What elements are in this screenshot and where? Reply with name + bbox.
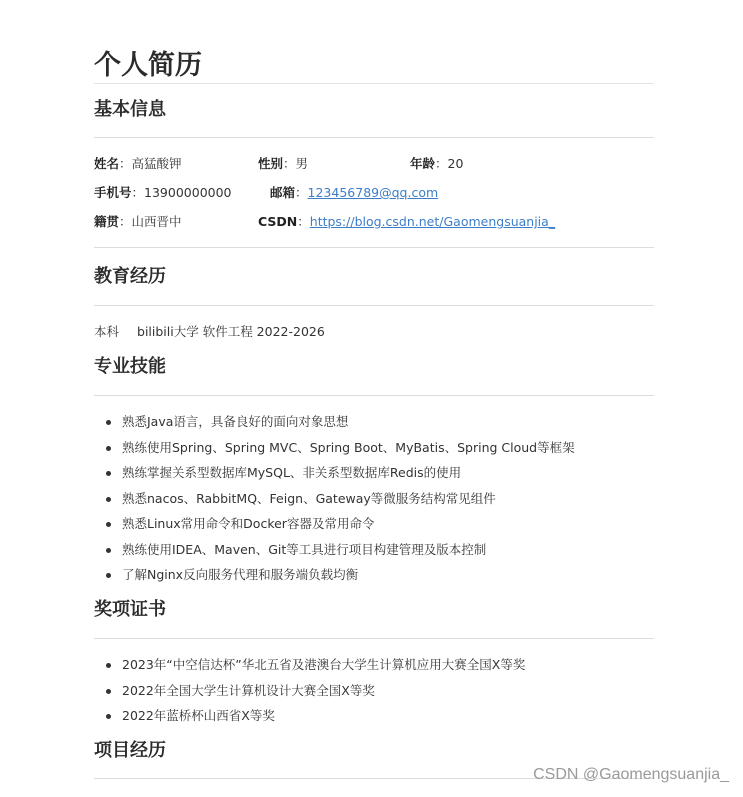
- award-item: 2022年全国大学生计算机设计大赛全国X等奖: [106, 681, 525, 707]
- info-email: 邮箱：123456789@qq.com: [270, 185, 439, 200]
- info-name: 姓名：高猛酸钾: [94, 156, 182, 171]
- info-age: 年龄：20: [410, 156, 464, 171]
- award-item: 2022年蓝桥杯山西省X等奖: [106, 706, 525, 732]
- skill-item: 熟练使用IDEA、Maven、Git等工具进行项目构建管理及版本控制: [106, 540, 575, 566]
- section-heading-projects: 项目经历: [94, 740, 166, 761]
- section-heading-awards: 奖项证书: [94, 599, 166, 620]
- skill-item: 熟悉Java语言，具备良好的面向对象思想: [106, 412, 575, 438]
- bullet-icon: [106, 420, 111, 425]
- education-entry: [94, 322, 325, 342]
- bullet-icon: [106, 446, 111, 451]
- csdn-watermark: CSDN @Gaomengsuanjia_: [533, 766, 729, 783]
- section-divider-education: [94, 305, 654, 306]
- title-divider: [94, 83, 654, 84]
- bullet-icon: [106, 548, 111, 553]
- skill-item: 熟练使用Spring、Spring MVC、Spring Boot、MyBatis、Spring Cloud等框架: [106, 438, 575, 464]
- education-degree: 本科: [94, 324, 120, 339]
- section-divider-skills: [94, 395, 654, 396]
- info-phone: 手机号：13900000000: [94, 185, 232, 200]
- bullet-icon: [106, 573, 111, 578]
- bullet-icon: [106, 471, 111, 476]
- skills-list: [106, 412, 575, 591]
- skill-item: 熟练掌握关系型数据库MySQL、非关系型数据库Redis的使用: [106, 463, 575, 489]
- awards-list: [106, 655, 525, 732]
- section-divider-awards: [94, 638, 654, 639]
- skill-item: 熟悉Linux常用命令和Docker容器及常用命令: [106, 514, 575, 540]
- skill-item: 熟悉nacos、RabbitMQ、Feign、Gateway等微服务结构常见组件: [106, 489, 575, 515]
- bullet-icon: [106, 497, 111, 502]
- education-detail: bilibili大学 软件工程 2022-2026: [137, 324, 325, 339]
- bullet-icon: [106, 714, 111, 719]
- page-title: 个人简历: [94, 50, 202, 81]
- section-divider-basic: [94, 137, 654, 138]
- bullet-icon: [106, 522, 111, 527]
- info-csdn: CSDN：https://blog.csdn.net/Gaomengsuanjia_: [258, 214, 556, 229]
- bullet-icon: [106, 689, 111, 694]
- basic-info-bottom-divider: [94, 247, 654, 248]
- award-item: 2023年“中空信达杯”华北五省及港澳台大学生计算机应用大赛全国X等奖: [106, 655, 525, 681]
- skill-item: 了解Nginx反向服务代理和服务端负载均衡: [106, 565, 575, 591]
- csdn-link[interactable]: https://blog.csdn.net/Gaomengsuanjia_: [309, 214, 556, 229]
- email-link[interactable]: 123456789@qq.com: [307, 185, 439, 200]
- section-heading-basic: 基本信息: [94, 99, 166, 120]
- info-hometown: 籍贯：山西晋中: [94, 214, 182, 229]
- section-heading-skills: 专业技能: [94, 356, 166, 377]
- bullet-icon: [106, 663, 111, 668]
- section-heading-education: 教育经历: [94, 266, 166, 287]
- info-gender: 性别：男: [258, 156, 309, 171]
